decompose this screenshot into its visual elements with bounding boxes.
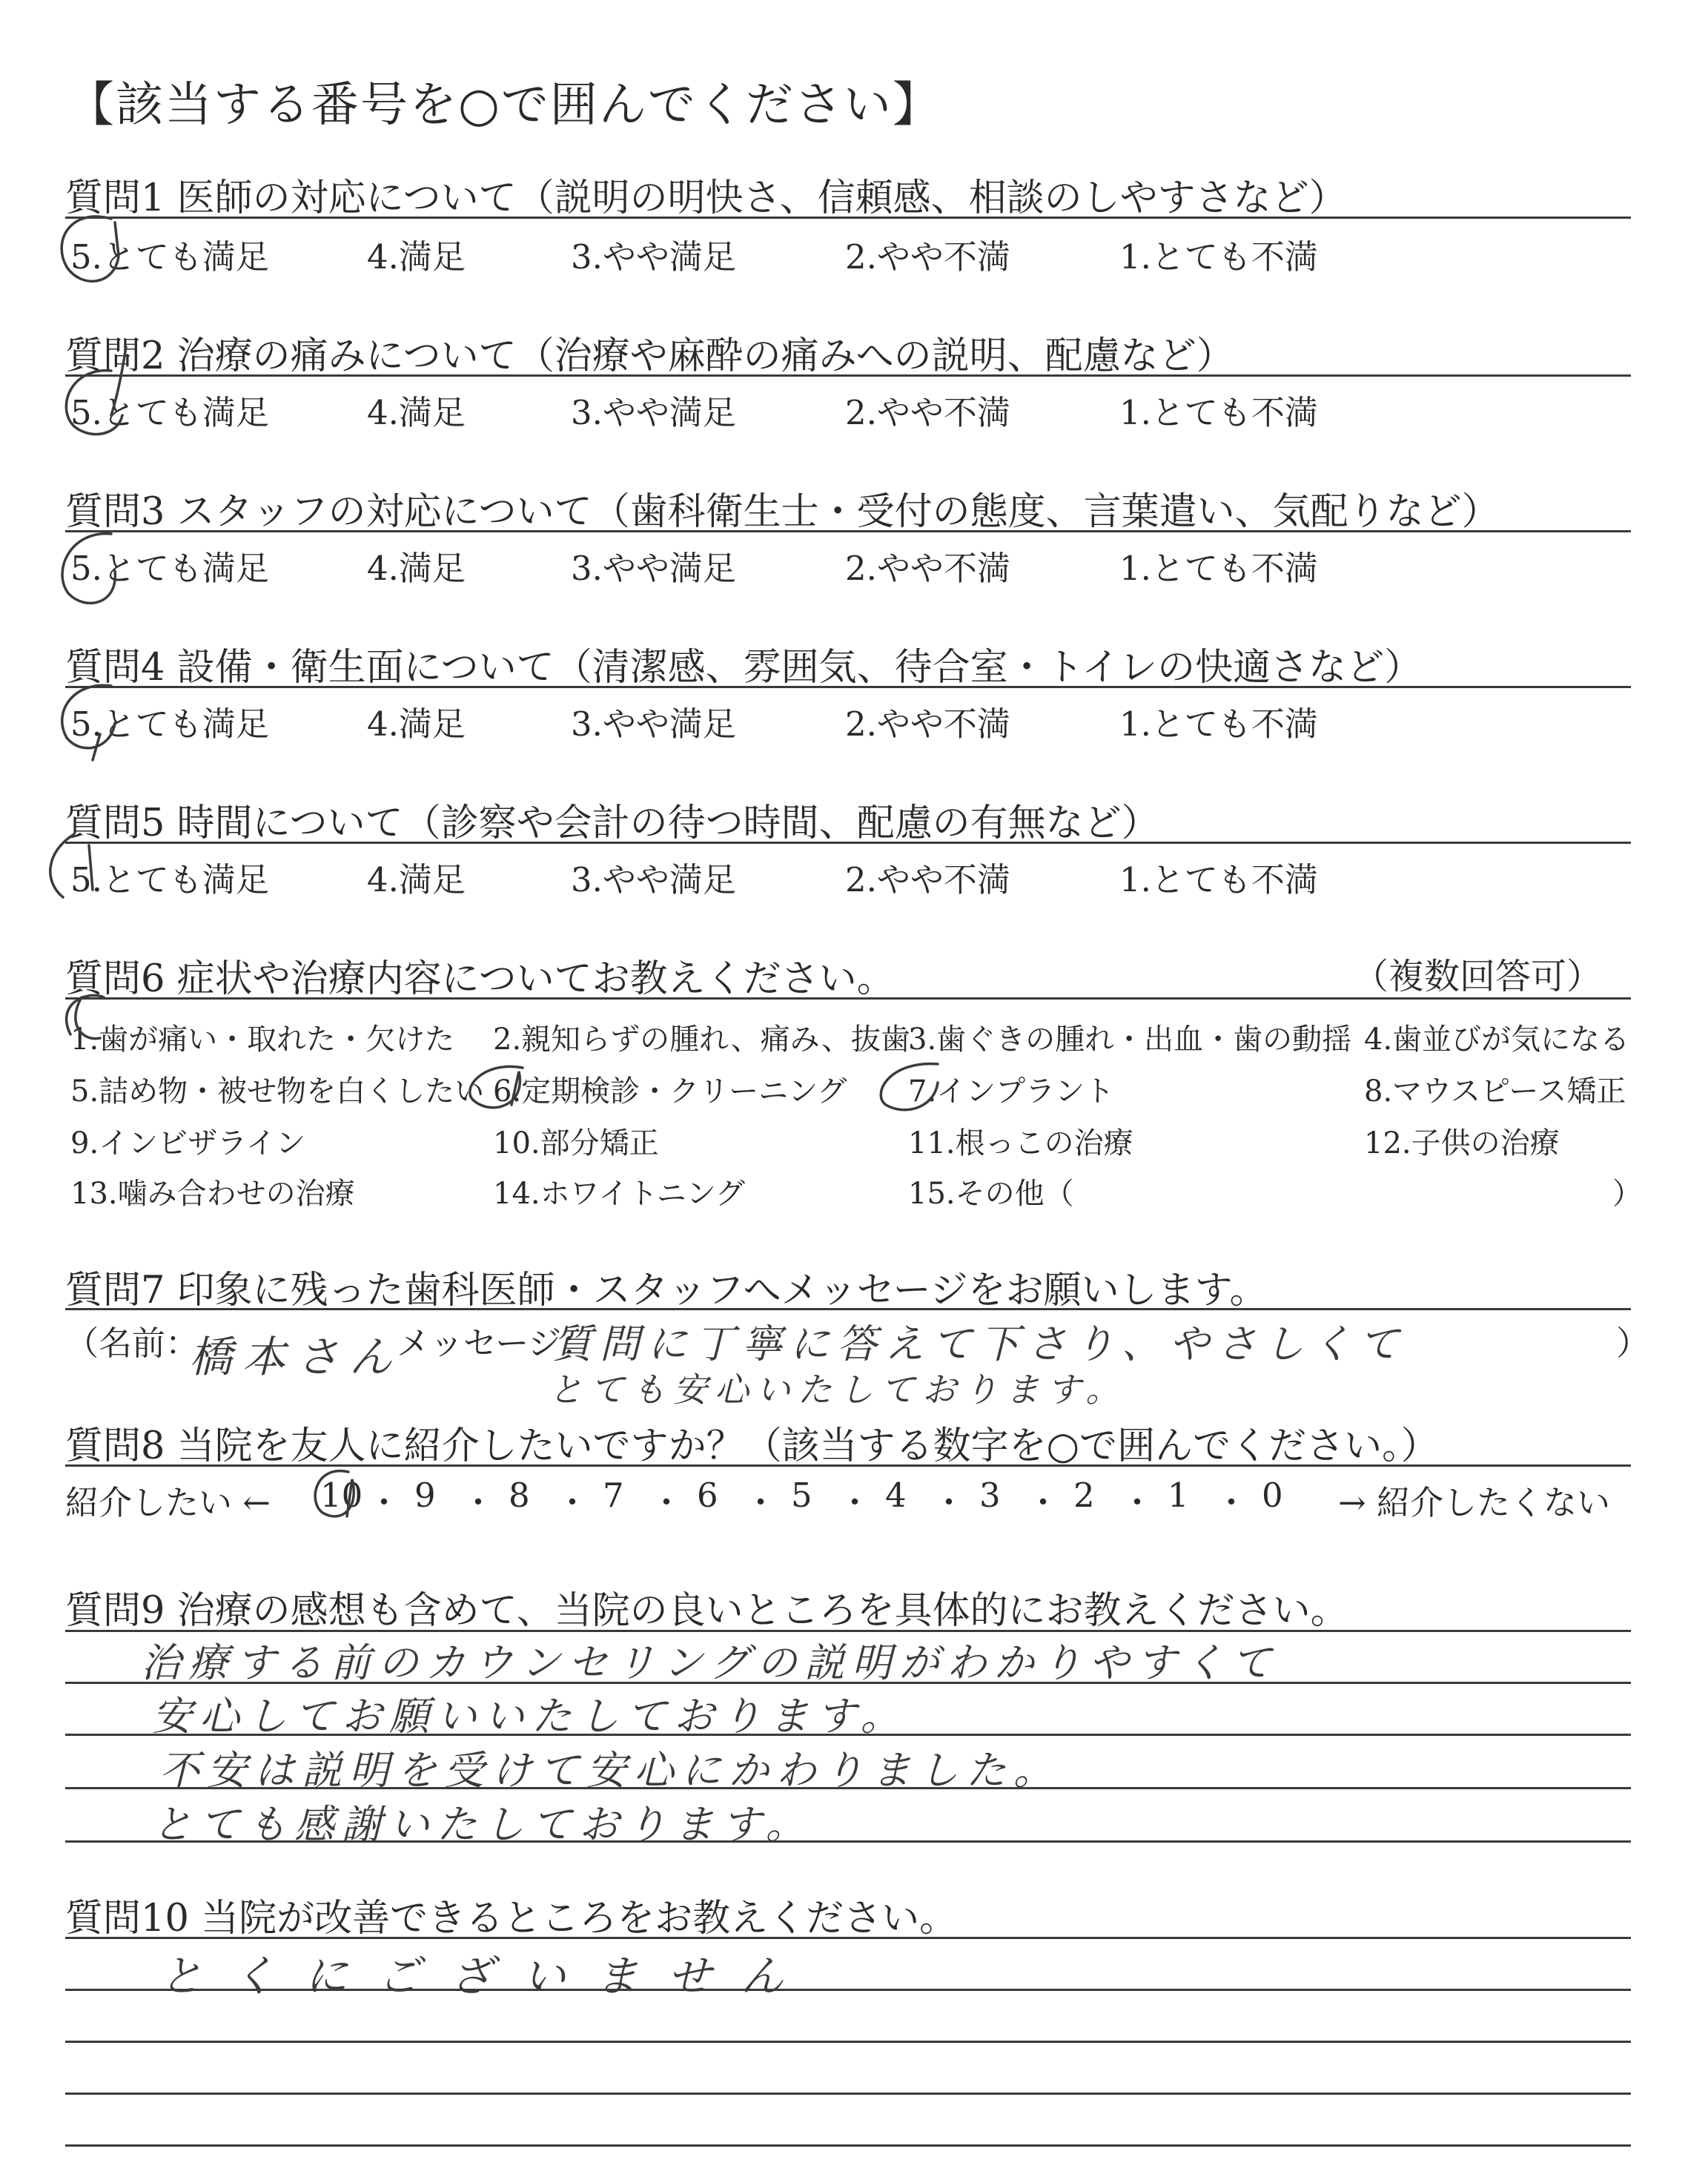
q6-option-11[interactable]: 11.根っこの治療 bbox=[908, 1126, 1133, 1160]
q9-answer-line-4[interactable]: とても感謝いたしております。 bbox=[152, 1801, 813, 1848]
q9-answer-line-2[interactable]: 安心してお願いいたしております。 bbox=[152, 1693, 908, 1740]
q6-option-7[interactable]: 7.インプラント bbox=[908, 1074, 1115, 1109]
question-1-heading: 質問1 医師の対応について（説明の明快さ、信頼感、相談のしやすさなど） bbox=[65, 176, 1347, 220]
q2-option-2[interactable]: 2.やや不満 bbox=[845, 393, 1010, 432]
question-6-heading: 質問6 症状や治療内容についてお教えください。 bbox=[65, 957, 895, 1001]
q6-option-10[interactable]: 10.部分矯正 bbox=[493, 1126, 659, 1160]
q6-option-5[interactable]: 5.詰め物・被せ物を白くしたい bbox=[70, 1074, 485, 1109]
q6-option-13[interactable]: 13.噛み合わせの治療 bbox=[70, 1177, 355, 1211]
message-close-paren: ） bbox=[1616, 1324, 1650, 1363]
scale-separator: ・ bbox=[744, 1483, 778, 1522]
q6-option-6[interactable]: 6.定期検診・クリーニング bbox=[493, 1074, 847, 1109]
scale-value-3[interactable]: 3 bbox=[979, 1476, 1001, 1515]
divider bbox=[65, 1464, 1631, 1467]
scale-separator: ・ bbox=[1120, 1483, 1154, 1522]
recommend-right-label: → 紹介したくない bbox=[1338, 1483, 1611, 1522]
q6-option-1[interactable]: 1.歯が痛い・取れた・欠けた bbox=[70, 1023, 455, 1057]
name-field[interactable]: 橋本さん bbox=[189, 1332, 403, 1382]
scale-value-6[interactable]: 6 bbox=[697, 1476, 718, 1515]
q6-option-15[interactable]: 15.その他（ bbox=[908, 1177, 1074, 1211]
scale-value-9[interactable]: 9 bbox=[414, 1476, 436, 1515]
q3-option-1[interactable]: 1.とても不満 bbox=[1119, 549, 1318, 588]
question-4-heading: 質問4 設備・衛生面について（清潔感、雰囲気、待合室・トイレの快適さなど） bbox=[65, 646, 1423, 690]
scale-separator: ・ bbox=[555, 1483, 589, 1522]
divider bbox=[65, 842, 1631, 844]
answer-line bbox=[65, 2144, 1631, 2147]
q4-option-1[interactable]: 1.とても不満 bbox=[1119, 704, 1318, 744]
scale-separator: ・ bbox=[838, 1483, 872, 1522]
scale-separator: ・ bbox=[1026, 1483, 1060, 1522]
scale-value-1[interactable]: 1 bbox=[1168, 1476, 1189, 1515]
q5-option-1[interactable]: 1.とても不満 bbox=[1119, 860, 1318, 899]
answer-line bbox=[65, 1937, 1631, 1939]
q2-option-3[interactable]: 3.やや満足 bbox=[571, 393, 736, 432]
q4-option-3[interactable]: 3.やや満足 bbox=[571, 704, 736, 744]
q3-option-4[interactable]: 4.満足 bbox=[367, 549, 466, 588]
scale-value-2[interactable]: 2 bbox=[1073, 1476, 1095, 1515]
scale-separator: ・ bbox=[1214, 1483, 1248, 1522]
q6-option-3[interactable]: 3.歯ぐきの腫れ・出血・歯の動揺 bbox=[908, 1023, 1352, 1057]
scale-separator: ・ bbox=[461, 1483, 495, 1522]
q9-answer-line-1[interactable]: 治療する前のカウンセリングの説明がわかりやすくて bbox=[141, 1639, 1279, 1686]
q2-option-4[interactable]: 4.満足 bbox=[367, 393, 466, 432]
divider bbox=[65, 997, 1631, 1000]
answer-line bbox=[65, 2041, 1631, 2043]
q6-option-2[interactable]: 2.親知らずの腫れ、痛み、抜歯 bbox=[493, 1023, 910, 1057]
q2-option-1[interactable]: 1.とても不満 bbox=[1119, 393, 1318, 432]
q4-option-2[interactable]: 2.やや不満 bbox=[845, 704, 1010, 744]
q3-option-5[interactable]: 5.とても満足 bbox=[70, 549, 269, 588]
question-8-heading: 質問8 当院を友人に紹介したいですか？（該当する数字を○で囲んでください。） bbox=[65, 1424, 1439, 1468]
question-5-heading: 質問5 時間について（診察や会計の待つ時間、配慮の有無など） bbox=[65, 802, 1159, 845]
name-label: （名前： bbox=[65, 1324, 199, 1363]
q3-option-3[interactable]: 3.やや満足 bbox=[571, 549, 736, 588]
divider bbox=[65, 374, 1631, 377]
scale-value-10[interactable]: 10 bbox=[320, 1476, 363, 1515]
scale-value-8[interactable]: 8 bbox=[509, 1476, 530, 1515]
q6-option-9[interactable]: 9.インビザライン bbox=[70, 1126, 305, 1160]
message-line-2[interactable]: とても安心いたしております。 bbox=[549, 1370, 1128, 1410]
message-line-1[interactable]: 質問に丁寧に答えて下さり、やさしくて bbox=[552, 1321, 1406, 1367]
scale-value-5[interactable]: 5 bbox=[791, 1476, 812, 1515]
q6-option-8[interactable]: 8.マウスピース矯正 bbox=[1364, 1074, 1626, 1109]
question-2-heading: 質問2 治療の痛みについて（治療や麻酔の痛みへの説明、配慮など） bbox=[65, 334, 1234, 378]
scale-value-4[interactable]: 4 bbox=[885, 1476, 907, 1515]
q5-option-5[interactable]: 5.とても満足 bbox=[70, 860, 269, 899]
answer-line bbox=[65, 2093, 1631, 2095]
q5-option-2[interactable]: 2.やや不満 bbox=[845, 860, 1010, 899]
divider bbox=[65, 217, 1631, 219]
q1-option-5[interactable]: 5.とても満足 bbox=[70, 237, 269, 277]
q5-option-3[interactable]: 3.やや満足 bbox=[571, 860, 736, 899]
q6-option-4[interactable]: 4.歯並びが気になる bbox=[1364, 1023, 1630, 1057]
q1-option-2[interactable]: 2.やや不満 bbox=[845, 237, 1010, 277]
q6-other-close: ） bbox=[1612, 1177, 1642, 1211]
q1-option-1[interactable]: 1.とても不満 bbox=[1119, 237, 1318, 277]
q1-option-4[interactable]: 4.満足 bbox=[367, 237, 466, 277]
q5-option-4[interactable]: 4.満足 bbox=[367, 860, 466, 899]
multiple-answer-note: （複数回答可） bbox=[1353, 956, 1603, 997]
divider bbox=[65, 686, 1631, 688]
q6-option-14[interactable]: 14.ホワイトニング bbox=[493, 1177, 746, 1211]
scale-separator: ・ bbox=[367, 1483, 401, 1522]
q6-option-12[interactable]: 12.子供の治療 bbox=[1364, 1126, 1560, 1160]
q4-option-4[interactable]: 4.満足 bbox=[367, 704, 466, 744]
message-label: メッセージ： bbox=[397, 1324, 595, 1363]
divider bbox=[65, 530, 1631, 532]
scale-value-0[interactable]: 0 bbox=[1262, 1476, 1283, 1515]
scale-value-7[interactable]: 7 bbox=[603, 1476, 624, 1515]
q3-option-2[interactable]: 2.やや不満 bbox=[845, 549, 1010, 588]
q4-option-5[interactable]: 5.とても満足 bbox=[70, 704, 269, 744]
question-3-heading: 質問3 スタッフの対応について（歯科衛生士・受付の態度、言葉遣い、気配りなど） bbox=[65, 490, 1500, 534]
q2-option-5[interactable]: 5.とても満足 bbox=[70, 393, 269, 432]
question-10-heading: 質問10 当院が改善できるところをお教えください。 bbox=[65, 1897, 958, 1941]
q1-option-3[interactable]: 3.やや満足 bbox=[571, 237, 736, 277]
q10-answer[interactable]: とくにございません bbox=[159, 1951, 814, 2001]
page-title: 【該当する番号を○で囲んでください】 bbox=[67, 78, 941, 133]
scale-separator: ・ bbox=[649, 1483, 683, 1522]
scale-separator: ・ bbox=[932, 1483, 966, 1522]
recommend-left-label: 紹介したい ← bbox=[65, 1483, 271, 1522]
question-9-heading: 質問9 治療の感想も含めて、当院の良いところを具体的にお教えください。 bbox=[65, 1589, 1348, 1633]
question-7-heading: 質問7 印象に残った歯科医師・スタッフへメッセージをお願いします。 bbox=[65, 1269, 1268, 1312]
q9-answer-line-3[interactable]: 不安は説明を受けて安心にかわりました。 bbox=[159, 1747, 1061, 1794]
divider bbox=[65, 1308, 1631, 1310]
